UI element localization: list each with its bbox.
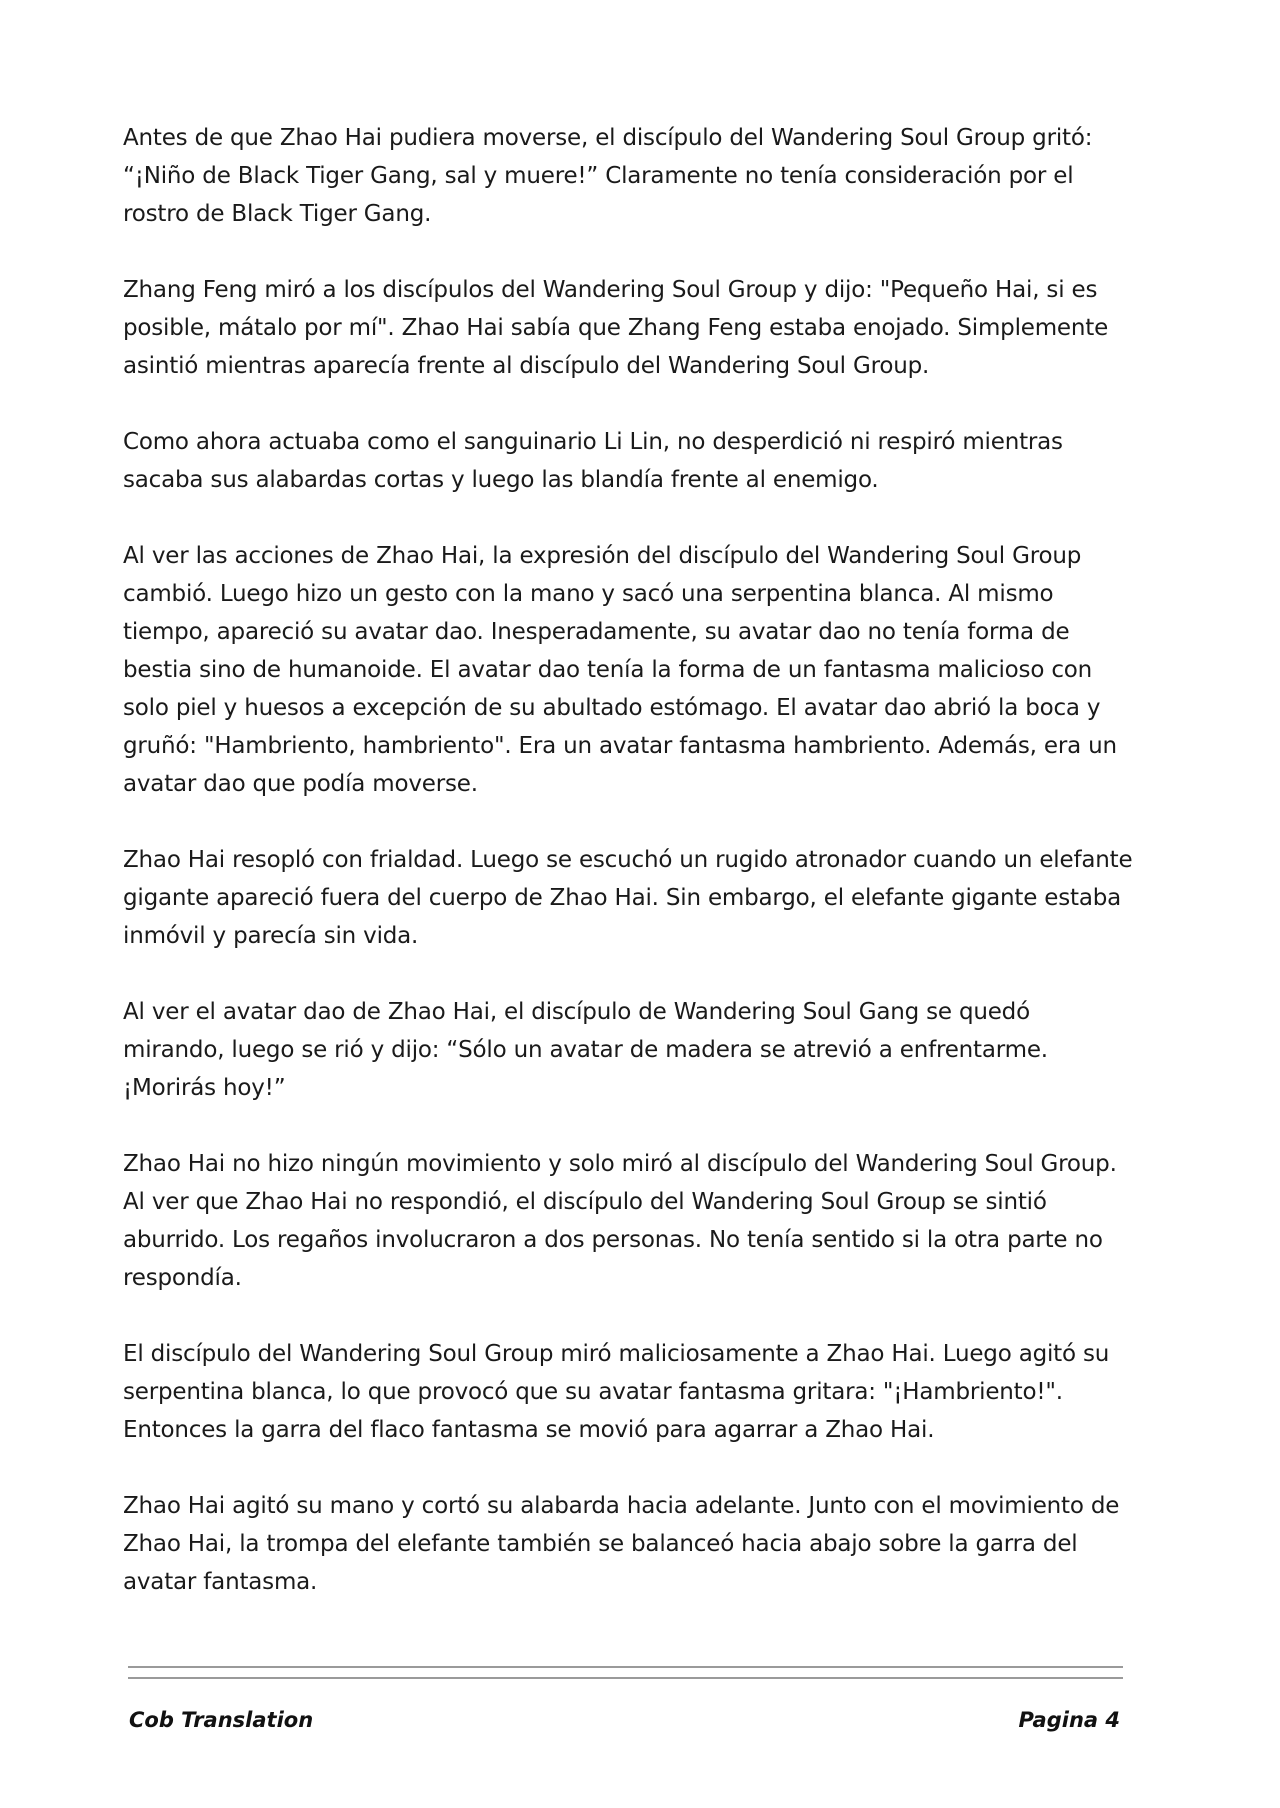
footer-page-number: Pagina 4 <box>1018 1708 1120 1732</box>
paragraph-6: Al ver el avatar dao de Zhao Hai, el discípulo de Wandering Soul Gang se quedó mirando, luego se rió y dijo: “Sólo un avatar de madera se atrevió a enfrentarme. ¡Morirás hoy!” <box>123 999 1048 1101</box>
page-body <box>123 119 1133 1639</box>
paragraph-1: Antes de que Zhao Hai pudiera moverse, el discípulo del Wandering Soul Group gritó: “¡Niño de Black Tiger Gang, sal y muere!” Claramente no tenía consideración por el rostro de Black Tiger Gang. <box>123 125 1093 227</box>
paragraph-5: Zhao Hai resopló con frialdad. Luego se escuchó un rugido atronador cuando un elefante gigante apareció fuera del cuerpo de Zhao Hai. Sin embargo, el elefante gigante estaba inmóvil y parecía sin vida. <box>123 847 1133 949</box>
paragraph-2: Zhang Feng miró a los discípulos del Wandering Soul Group y dijo: "Pequeño Hai, si es posible, mátalo por mí". Zhao Hai sabía que Zhang Feng estaba enojado. Simplemente asintió mientras aparecía frente al discípulo del Wandering Soul Group. <box>123 277 1109 379</box>
footer-divider-top <box>128 1666 1123 1668</box>
paragraph-7: Zhao Hai no hizo ningún movimiento y solo miró al discípulo del Wandering Soul Group. Al ver que Zhao Hai no respondió, el discípulo del Wandering Soul Group se sintió aburrido. Los regaños involucraron a dos personas. No tenía sentido si la otra parte no respondía. <box>123 1151 1117 1291</box>
footer-divider-bottom <box>128 1677 1123 1679</box>
paragraph-9: Zhao Hai agitó su mano y cortó su alabarda hacia adelante. Junto con el movimiento de Zhao Hai, la trompa del elefante también se balanceó hacia abajo sobre la garra del avatar fantasma. <box>123 1493 1120 1595</box>
paragraph-8: El discípulo del Wandering Soul Group miró maliciosamente a Zhao Hai. Luego agitó su serpentina blanca, lo que provocó que su avatar fantasma gritara: "¡Hambriento!". Entonces la garra del flaco fantasma se movió para agarrar a Zhao Hai. <box>123 1341 1110 1443</box>
paragraph-3: Como ahora actuaba como el sanguinario Li Lin, no desperdició ni respiró mientras sacaba sus alabardas cortas y luego las blandía frente al enemigo. <box>123 429 1063 493</box>
footer-translator-credit: Cob Translation <box>129 1708 314 1732</box>
paragraph-4: Al ver las acciones de Zhao Hai, la expresión del discípulo del Wandering Soul Group cambió. Luego hizo un gesto con la mano y sacó una serpentina blanca. Al mismo tiempo, apareció su avatar dao. Inesperadamente, su avatar dao no tenía forma de bestia sino de humanoide. El avatar dao tenía la forma de un fantasma malicioso con solo piel y huesos a excepción de su abultado estómago. El avatar dao abrió la boca y gruñó: "Hambriento, hambriento". Era un avatar fantasma hambriento. Además, era un avatar dao que podía moverse. <box>123 543 1117 797</box>
